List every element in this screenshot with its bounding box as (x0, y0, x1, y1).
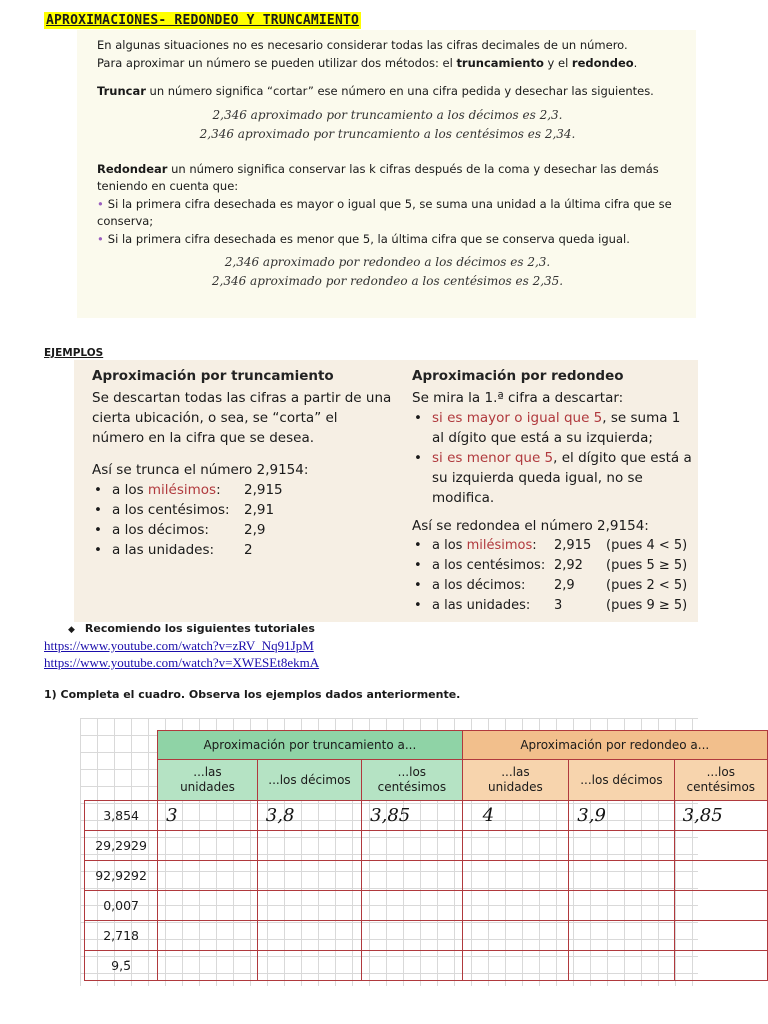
rounding-rule-2 (97, 231, 678, 249)
list-item (412, 448, 694, 508)
redondear-text: un número significa conservar las k cifras después de la coma y desechar las demás teniendo en cuenta que: (97, 161, 659, 193)
subheader-trunc-unidades: ...las unidades (158, 760, 258, 801)
item-value: 2,91 (244, 502, 275, 518)
examples-box (74, 360, 698, 622)
answer-cell[interactable] (674, 951, 767, 981)
item-value: 2,915 (244, 482, 283, 498)
intro-paragraph-2 (97, 55, 678, 73)
answer-cell[interactable] (158, 861, 258, 891)
answer-cell[interactable] (462, 861, 569, 891)
item-value: 3 (554, 598, 563, 613)
list-item (92, 520, 392, 540)
table-row (85, 891, 768, 921)
rule-text: Si la primera cifra desechada es menor que 5, la última cifra que se conserva queda igual. (107, 231, 630, 246)
rule-text: Si la primera cifra desechada es mayor o igual que 5, se suma una unidad a la última cifra que se conserva; (97, 196, 672, 228)
intro-bold-truncamiento: truncamiento (456, 55, 544, 70)
truncation-example-2: 2,346 aproximado por truncamiento a los centésimos es 2,34. (199, 126, 576, 141)
table-row (85, 921, 768, 951)
list-item (412, 536, 694, 556)
table-row (85, 861, 768, 891)
list-item (92, 540, 392, 560)
rounding-example-2: 2,346 aproximado por redondeo a los centésimos es 2,35. (211, 274, 564, 288)
intro-text: y el (543, 55, 572, 70)
rounding-example-1: 2,346 aproximado por redondeo a los décimos es 2,3. (224, 255, 551, 269)
exercise-table (84, 730, 768, 981)
item-label: , se suma 1 al dígito que está a su izquierda; (432, 410, 681, 446)
subheader-trunc-centesimos: ...los centésimos (362, 760, 462, 801)
item-value: 2,9 (244, 522, 266, 538)
redondear-term: Redondear (97, 161, 168, 176)
rounding-heading: Aproximación por redondeo (412, 368, 624, 384)
answer-cell[interactable] (569, 831, 674, 861)
answer-cell[interactable]: 3,8 (257, 801, 361, 831)
subheader-red-unidades: ...las unidades (462, 760, 569, 801)
answer-cell[interactable] (257, 951, 361, 981)
answer-cell[interactable] (362, 891, 462, 921)
truncation-heading: Aproximación por truncamiento (92, 368, 334, 384)
recommend-line (68, 622, 315, 635)
answer-cell[interactable]: 3,85 (674, 801, 767, 831)
row-label: 29,2929 (85, 831, 158, 861)
answer-cell[interactable] (674, 921, 767, 951)
item-label: a las unidades: (112, 542, 215, 558)
row-label: 2,718 (85, 921, 158, 951)
list-item (92, 500, 392, 520)
answer-cell[interactable]: 3,85 (362, 801, 462, 831)
item-label: a los (112, 482, 148, 498)
item-value: 2,9 (554, 578, 575, 593)
tutorial-link-2[interactable]: https://www.youtube.com/watch?v=XWESEt8ekmA (44, 655, 320, 670)
item-note: (pues 4 < 5) (606, 538, 688, 553)
row-label: 3,854 (85, 801, 158, 831)
rounding-lead: Se mira la 1.ª cifra a descartar: (412, 390, 624, 406)
answer-cell[interactable] (158, 921, 258, 951)
item-note: (pues 9 ≥ 5) (606, 598, 688, 613)
answer-cell[interactable] (569, 921, 674, 951)
truncar-definition (97, 83, 678, 101)
bullet-icon: • (97, 196, 104, 211)
answer-cell[interactable]: 3 (158, 801, 258, 831)
item-value: 2,92 (554, 558, 583, 573)
intro-text: Para aproximar un número se pueden utilizar dos métodos: el (97, 55, 457, 70)
answer-cell[interactable] (462, 921, 569, 951)
list-item (412, 596, 694, 616)
examples-label: EJEMPLOS (44, 347, 104, 359)
item-label: a las unidades: (432, 598, 531, 613)
answer-cell[interactable] (569, 891, 674, 921)
item-label: a los centésimos: (432, 558, 546, 573)
intro-bold-redondeo: redondeo (571, 55, 634, 70)
answer-cell[interactable] (158, 891, 258, 921)
intro-box (77, 30, 696, 318)
list-item (92, 480, 392, 500)
item-label: a los décimos: (112, 522, 209, 538)
intro-text: . (633, 55, 638, 70)
answer-cell[interactable] (257, 921, 361, 951)
truncation-example-column (92, 366, 392, 560)
page-title: APROXIMACIONES- REDONDEO Y TRUNCAMIENTO (46, 13, 360, 28)
answer-cell[interactable] (362, 951, 462, 981)
table-row (85, 951, 768, 981)
header-rounding: Aproximación por redondeo a... (462, 731, 767, 760)
item-value: 2,915 (554, 538, 592, 553)
rounding-rule-list (412, 408, 694, 508)
item-note: (pues 2 < 5) (606, 578, 688, 593)
table-row (85, 801, 768, 831)
item-note: (pues 5 ≥ 5) (606, 558, 688, 573)
answer-cell[interactable] (569, 861, 674, 891)
tutorial-link-1[interactable]: https://www.youtube.com/watch?v=zRV_Nq91JpM (44, 638, 314, 653)
item-label: : (532, 538, 537, 553)
answer-cell[interactable] (362, 861, 462, 891)
answer-cell[interactable] (257, 831, 361, 861)
diamond-bullet-icon: ◆ (68, 625, 75, 635)
answer-cell[interactable] (362, 831, 462, 861)
truncar-text: un número significa “cortar” ese número en una cifra pedida y desechar las siguientes. (145, 84, 654, 98)
answer-cell[interactable] (158, 951, 258, 981)
truncation-description: Se descartan todas las cifras a partir de una cierta ubicación, o sea, se “corta” el número en la cifra que se desea. (92, 390, 392, 446)
answer-cell[interactable] (674, 891, 767, 921)
header-truncation: Aproximación por truncamiento a... (158, 731, 462, 760)
row-label: 92,9292 (85, 861, 158, 891)
item-highlight: si es mayor o igual que 5 (432, 410, 603, 426)
rounding-list (412, 536, 694, 616)
item-highlight: si es menor que 5 (432, 450, 554, 466)
truncation-list (92, 480, 392, 560)
item-label: a los décimos: (432, 578, 526, 593)
item-label: : (216, 482, 221, 498)
item-value: 2 (244, 542, 253, 558)
bullet-icon: • (97, 231, 104, 246)
rounding-intro: Así se redondea el número 2,9154: (412, 518, 649, 534)
answer-cell[interactable] (158, 831, 258, 861)
recommend-text: Recomiendo los siguientes tutoriales (84, 622, 315, 635)
item-label: a los centésimos: (112, 502, 230, 518)
item-label: a los (432, 538, 467, 553)
question-1: 1) Completa el cuadro. Observa los ejemplos dados anteriormente. (44, 688, 461, 701)
answer-cell[interactable] (462, 831, 569, 861)
answer-cell[interactable] (674, 861, 767, 891)
answer-cell[interactable] (569, 951, 674, 981)
answer-cell[interactable]: 4 (462, 801, 569, 831)
row-label: 9,5̄ (85, 951, 158, 981)
answer-cell[interactable] (362, 921, 462, 951)
list-item (412, 556, 694, 576)
answer-cell[interactable] (462, 951, 569, 981)
truncation-intro: Así se trunca el número 2,9154: (92, 462, 309, 478)
answer-cell[interactable] (674, 831, 767, 861)
item-highlight: milésimos (466, 538, 533, 553)
subheader-trunc-decimos: ...los décimos (257, 760, 361, 801)
answer-cell[interactable] (257, 861, 361, 891)
intro-paragraph-1: En algunas situaciones no es necesario considerar todas las cifras decimales de un número. (97, 38, 628, 52)
list-item (412, 408, 694, 448)
rounding-rule-1 (97, 196, 678, 231)
answer-cell[interactable] (257, 891, 361, 921)
item-label: , el dígito que está a su izquierda queda igual, no se modifica. (432, 450, 692, 506)
redondear-definition (97, 161, 678, 196)
truncar-term: Truncar (97, 84, 146, 98)
subheader-red-decimos: ...los décimos (569, 760, 674, 801)
item-highlight: milésimos (147, 482, 217, 498)
truncation-example-1: 2,346 aproximado por truncamiento a los décimos es 2,3. (212, 107, 563, 122)
row-label: 0,007 (85, 891, 158, 921)
list-item (412, 576, 694, 596)
subheader-red-centesimos: ...los centésimos (674, 760, 767, 801)
answer-cell[interactable]: 3,9 (569, 801, 674, 831)
answer-cell[interactable] (462, 891, 569, 921)
table-row (85, 831, 768, 861)
rounding-example-column (412, 366, 694, 616)
